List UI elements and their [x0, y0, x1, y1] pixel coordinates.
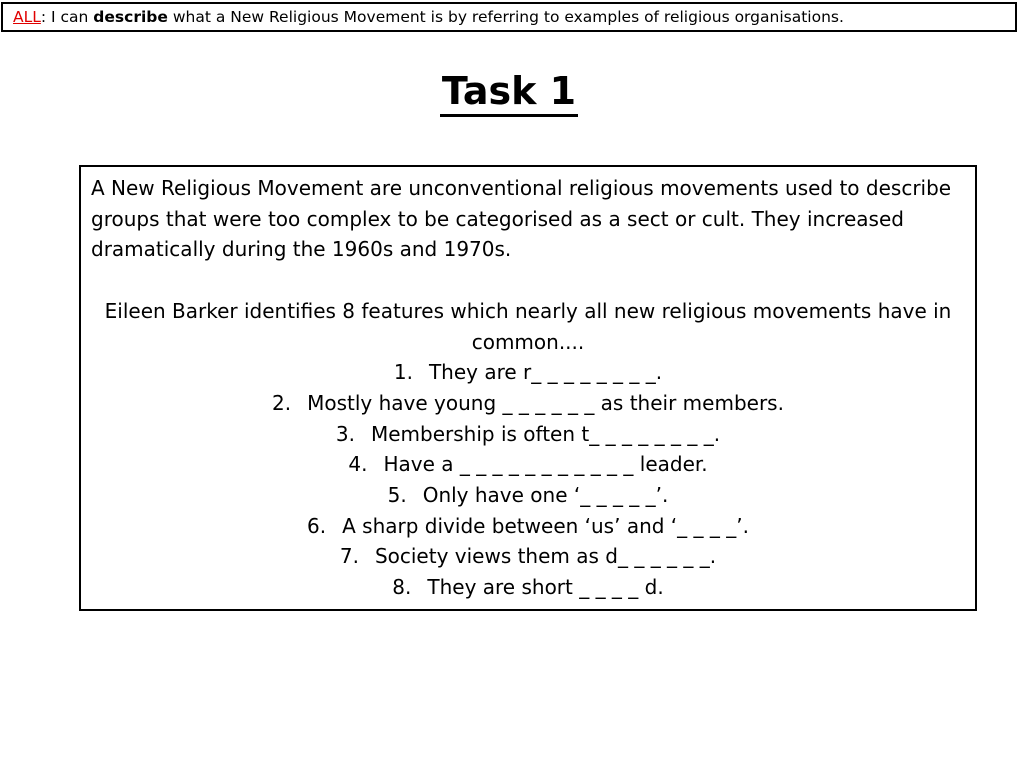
objective-level-tag: ALL: [13, 8, 41, 26]
feature-item: [91, 541, 965, 572]
feature-text: Society views them as d_ _ _ _ _ _.: [374, 544, 717, 569]
feature-text: Mostly have young _ _ _ _ _ _ as their members.: [307, 390, 784, 415]
feature-number: 6.: [307, 513, 327, 538]
page-title-text: Task 1: [440, 68, 578, 117]
intro-paragraph: A New Religious Movement are unconventional religious movements used to describe groups that were too complex to be categorised as a sect or cult. They increased dramatically during the 1960s and 1970s.: [91, 176, 952, 262]
feature-item: [91, 449, 965, 480]
feature-text: They are short _ _ _ _ d.: [427, 575, 664, 600]
feature-item: [91, 480, 965, 511]
feature-list: [91, 357, 965, 603]
feature-text: Only have one ‘_ _ _ _ _’.: [422, 483, 669, 508]
feature-text: They are r_ _ _ _ _ _ _ _.: [428, 360, 663, 385]
feature-item: [91, 388, 965, 419]
feature-number: 8.: [392, 575, 412, 600]
page-title: [0, 66, 1018, 117]
feature-number: 7.: [339, 544, 359, 569]
feature-item: [91, 419, 965, 450]
learning-objective-banner: [1, 2, 1017, 32]
feature-text: Membership is often t_ _ _ _ _ _ _ _.: [370, 421, 721, 446]
objective-prefix: : I can: [40, 8, 94, 26]
feature-text: Have a _ _ _ _ _ _ _ _ _ _ _ leader.: [383, 452, 708, 477]
feature-item: [91, 511, 965, 542]
feature-text: A sharp divide between ‘us’ and ‘_ _ _ _’.: [342, 513, 749, 538]
feature-item: [91, 357, 965, 388]
objective-verb: describe: [93, 8, 168, 26]
feature-number: 3.: [335, 421, 355, 446]
feature-number: 1.: [393, 360, 413, 385]
feature-number: 2.: [272, 390, 292, 415]
paragraph-spacer: [91, 265, 965, 296]
task-box: [79, 165, 977, 611]
objective-suffix: what a New Religious Movement is by referring to examples of religious organisations.: [167, 8, 844, 26]
feature-item: [91, 572, 965, 603]
feature-number: 5.: [387, 483, 407, 508]
features-intro: Eileen Barker identifies 8 features which nearly all new religious movements have in common....: [104, 298, 952, 354]
feature-number: 4.: [348, 452, 368, 477]
